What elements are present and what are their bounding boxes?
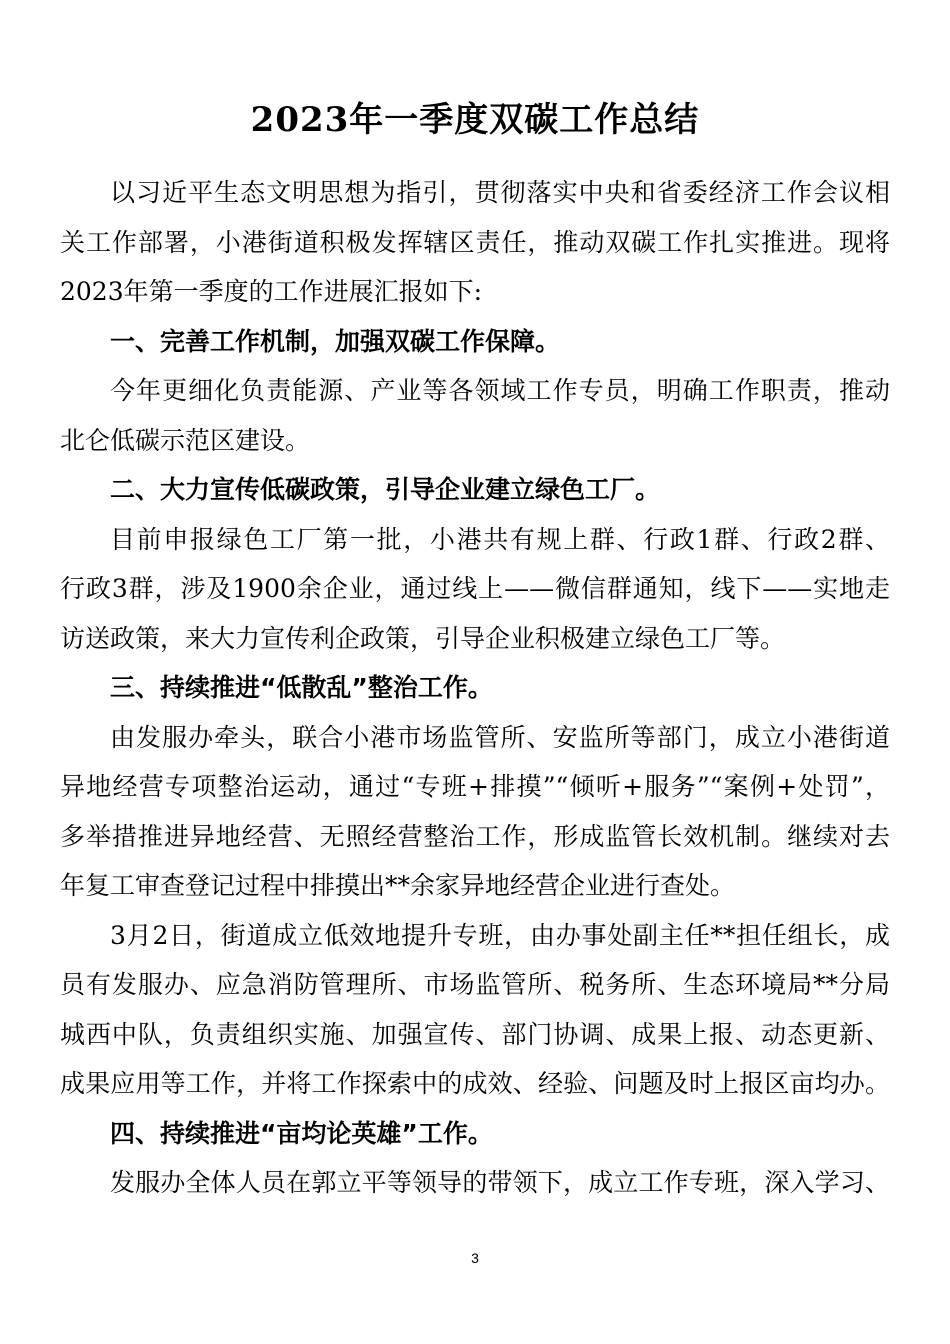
document-body — [60, 168, 890, 1208]
paragraph-line: 2023年第一季度的工作进展汇报如下: — [60, 277, 483, 306]
paragraph-line: 目前申报绿色工厂第一批，小港共有规上群、行政1群、行政2群、 — [110, 524, 890, 554]
paragraph-line: 员有发服办、应急消防管理所、市场监管所、税务所、生态环境局**分局 — [60, 970, 890, 999]
section-heading: 四、持续推进“亩均论英雄”工作。 — [110, 1118, 493, 1148]
paragraph-line: 异地经营专项整治运动，通过“专班+排摸”“倾听+服务”“案例+处罚”， — [60, 772, 890, 801]
paragraph-line: 成果应用等工作，并将工作探索中的成效、经验、问题及时上报区亩均办。 — [60, 1069, 890, 1098]
paragraph-line: 年复工审查登记过程中排摸出**余家异地经营企业进行查处。 — [60, 871, 736, 900]
paragraph-line: 3月2日，街道成立低效地提升专班，由办事处副主任**担任组长，成 — [110, 920, 890, 950]
paragraph-line: 今年更细化负责能源、产业等各领域工作专员，明确工作职责，推动 — [110, 376, 890, 405]
paragraph-line: 北仑低碳示范区建设。 — [60, 425, 311, 455]
paragraph-line: 多举措推进异地经营、无照经营整治工作，形成监管长效机制。继续对去 — [60, 821, 890, 851]
paragraph-line: 发服办全体人员在郭立平等领导的带领下，成立工作专班，深入学习、 — [110, 1168, 890, 1197]
section-heading: 三、持续推进“低散乱”整治工作。 — [110, 673, 493, 702]
paragraph-line: 以习近平生态文明思想为指引，贯彻落实中央和省委经济工作会议相 — [110, 178, 890, 207]
paragraph-line: 行政3群，涉及1900余企业，通过线上——微信群通知，线下——实地走 — [60, 574, 890, 603]
page-number: 3 — [471, 1250, 479, 1266]
paragraph-line: 由发服办牵头，联合小港市场监管所、安监所等部门，成立小港街道 — [110, 722, 890, 752]
document-title: 2023年一季度双碳工作总结 — [250, 100, 700, 140]
section-heading: 一、完善工作机制，加强双碳工作保障。 — [110, 326, 561, 356]
paragraph-line: 城西中队，负责组织实施、加强宣传、部门协调、成果上报、动态更新、 — [60, 1019, 890, 1049]
section-heading: 二、大力宣传低碳政策，引导企业建立绿色工厂。 — [110, 475, 661, 504]
paragraph-line: 访送政策，来大力宣传利企政策，引导企业积极建立绿色工厂等。 — [60, 623, 786, 653]
paragraph-line: 关工作部署，小港街道积极发挥辖区责任，推动双碳工作扎实推进。现将 — [60, 227, 890, 257]
